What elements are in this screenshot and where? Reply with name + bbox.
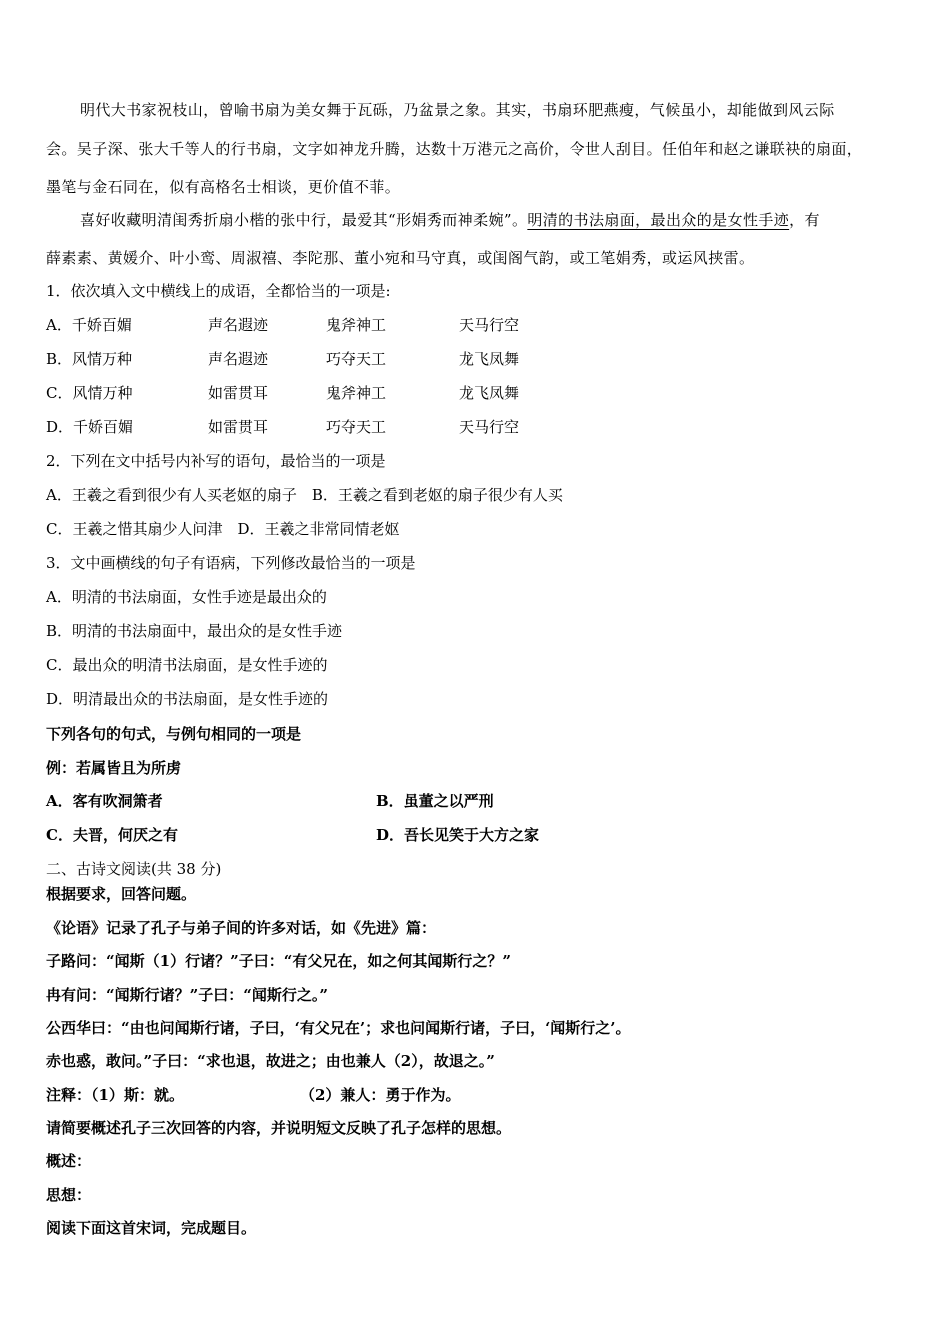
passage-p2-line1 [80, 210, 950, 230]
q1-b-2: 声名遐迹 [208, 350, 269, 368]
task-question: 请简要概述孔子三次回答的内容，并说明短文反映了孔子怎样的思想。 [46, 1119, 512, 1137]
q2-options-ab: A．王羲之看到很少有人买老妪的扇子 B．王羲之看到老妪的扇子很少有人买 [46, 486, 563, 504]
q1-d-4: 天马行空 [459, 418, 520, 436]
q2-options-cd: C．王羲之惜其扇少人问津 D．王羲之非常同情老妪 [46, 520, 400, 538]
section2-heading: 二、古诗文阅读(共 38 分) [46, 860, 222, 878]
song-ci-intro: 阅读下面这首宋词，完成题目。 [46, 1219, 257, 1237]
q4-option-c: C．夫晋，何厌之有 [46, 826, 178, 844]
passage-p2-line2: 薛素素、黄媛介、叶小鸾、周淑禧、李陀那、董小宛和马守真，或闺阁气韵，或工笔娟秀，或运风挟雷。 [46, 249, 755, 267]
q1-b-1: B．风情万种 [46, 350, 133, 368]
q2-stem: 2．下列在文中括号内补写的语句，最恰当的一项是 [46, 452, 386, 470]
q4-stem: 下列各句的句式，与例句相同的一项是 [46, 725, 302, 743]
q4-option-b: B．虽董之以严刑 [376, 792, 494, 810]
q4-option-d: D．吾长见笑于大方之家 [376, 826, 540, 844]
q1-c-2: 如雷贯耳 [208, 384, 269, 402]
passage-p1-line2: 会。吴子深、张大千等人的行书扇，文字如神龙升腾，达数十万港元之高价，令世人刮目。任伯年和赵之谦联袂的扇面， [46, 140, 863, 158]
q1-a-1: A．千娇百媚 [46, 316, 132, 334]
q1-b-4: 龙飞凤舞 [459, 350, 520, 368]
passage-p1-line3: 墨笔与金石同在，似有高格名士相谈，更价值不菲。 [46, 178, 401, 196]
q1-stem: 1．依次填入文中横线上的成语，全都恰当的一项是: [46, 282, 391, 300]
q3-stem: 3．文中画横线的句子有语病，下列修改最恰当的一项是 [46, 554, 416, 572]
underlined-sentence: 明清的书法扇面，最出众的是女性手迹 [527, 211, 790, 229]
q1-a-3: 鬼斧神工 [326, 316, 387, 334]
passage-p2-pre: 喜好收藏明清闺秀折扇小楷的张中行，最爱其“形娟秀而神柔婉”。 [80, 211, 528, 229]
thought-label: 思想： [46, 1186, 92, 1204]
dialogue-3: 公西华曰：“由也问闻斯行诸，子曰，‘有父兄在’；求也问闻斯行诸，子曰，‘闻斯行之’。 [46, 1019, 631, 1037]
q3-option-d: D．明清最出众的书法扇面，是女性手迹的 [46, 690, 329, 708]
note-1: 注释：（1）斯：就。 [46, 1086, 184, 1104]
passage-p2-post: ，有 [789, 211, 820, 229]
q1-c-1: C．风情万种 [46, 384, 133, 402]
note-2: （2）兼人：勇于作为。 [300, 1086, 461, 1104]
q1-d-2: 如雷贯耳 [208, 418, 269, 436]
dialogue-1: 子路问：“闻斯（1）行诸？”子曰：“有父兄在，如之何其闻斯行之？” [46, 952, 511, 970]
dialogue-4: 赤也惑，敢问。”子曰：“求也退，故进之；由也兼人（2），故退之。” [46, 1052, 495, 1070]
lunyu-intro: 《论语》记录了孔子与弟子间的许多对话，如《先进》篇： [46, 919, 437, 937]
q1-b-3: 巧夺天工 [326, 350, 387, 368]
q1-d-3: 巧夺天工 [326, 418, 387, 436]
q4-option-a: A．客有吹洞箫者 [46, 792, 163, 810]
passage-p1-line1: 明代大书家祝枝山，曾喻书扇为美女舞于瓦砾，乃盆景之象。其实，书扇环肥燕瘦，气候虽小，却能做到风云际 [80, 101, 835, 119]
q1-c-4: 龙飞凤舞 [459, 384, 520, 402]
q3-option-a: A．明清的书法扇面，女性手迹是最出众的 [46, 588, 327, 606]
dialogue-2: 冉有问：“闻斯行诸？”子曰：“闻斯行之。” [46, 986, 329, 1004]
q1-c-3: 鬼斧神工 [326, 384, 387, 402]
summary-label: 概述： [46, 1152, 92, 1170]
q1-d-1: D．千娇百媚 [46, 418, 134, 436]
q1-a-4: 天马行空 [459, 316, 520, 334]
section2-instruction: 根据要求，回答问题。 [46, 885, 197, 903]
q4-example: 例：若属皆且为所虏 [46, 759, 182, 777]
q3-option-c: C．最出众的明清书法扇面，是女性手迹的 [46, 656, 328, 674]
q3-option-b: B．明清的书法扇面中，最出众的是女性手迹 [46, 622, 343, 640]
q1-a-2: 声名遐迹 [208, 316, 269, 334]
